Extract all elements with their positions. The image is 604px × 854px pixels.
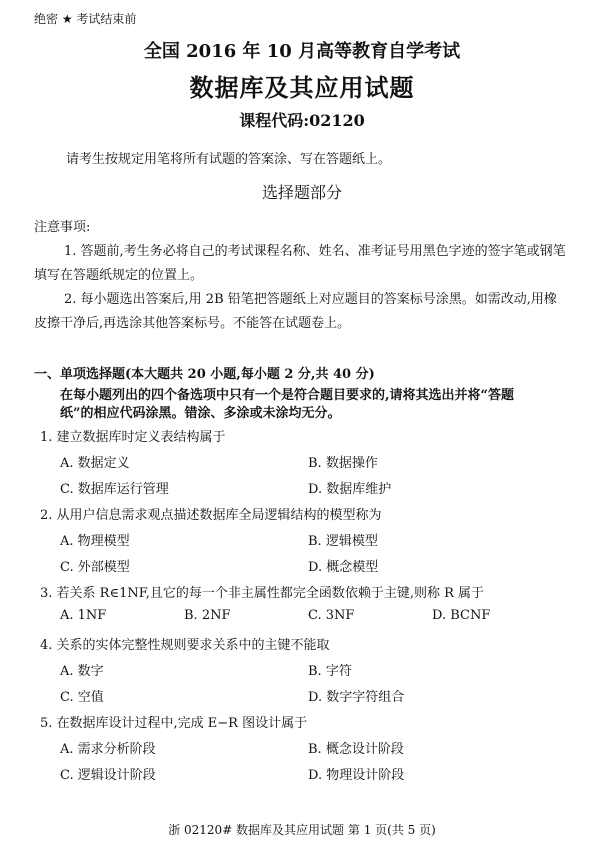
- exam-title: 全国 2016 年 10 月高等教育自学考试: [143, 41, 461, 62]
- question-5-option-c: C. 逻辑设计阶段: [60, 768, 156, 783]
- question-2-option-c: C. 外部模型: [60, 560, 130, 575]
- question-5-stem: 5. 在数据库设计过程中,完成 E−R 图设计属于: [40, 716, 308, 731]
- question-3-option-a: A. 1NF: [60, 608, 107, 623]
- question-5-option-b: B. 概念设计阶段: [308, 742, 404, 757]
- part1-heading: 一、单项选择题(本大题共 20 小题,每小题 2 分,共 40 分): [34, 367, 375, 382]
- question-3-option-d: D. BCNF: [432, 608, 491, 623]
- question-2-option-d: D. 概念模型: [308, 560, 379, 575]
- confidential-label: 绝密 ★ 考试结束前: [34, 12, 137, 26]
- question-3-option-b: B. 2NF: [184, 608, 231, 623]
- note-1-line-2: 填写在答题纸规定的位置上。: [34, 268, 204, 283]
- question-3-stem: 3. 若关系 R∈1NF,且它的每一个非主属性都完全函数依赖于主键,则称 R 属于: [40, 586, 485, 601]
- question-3-option-c: C. 3NF: [308, 608, 355, 623]
- question-1-option-c: C. 数据库运行管理: [60, 482, 169, 497]
- question-4-option-a: A. 数字: [60, 664, 104, 679]
- note-2-line-1: 2. 每小题选出答案后,用 2B 铅笔把答题纸上对应题目的答案标号涂黑。如需改动,用橡: [64, 292, 557, 307]
- part1-desc-line-2: 纸”的相应代码涂黑。错涂、多涂或未涂均无分。: [60, 406, 341, 421]
- note-2-line-2: 皮擦干净后,再选涂其他答案标号。不能答在试题卷上。: [34, 316, 351, 331]
- question-1-option-b: B. 数据操作: [308, 456, 378, 471]
- course-code: 课程代码:02120: [239, 111, 365, 130]
- note-1-line-1: 1. 答题前,考生务必将自己的考试课程名称、姓名、准考证号用黑色字迹的签字笔或钢笔: [64, 244, 566, 259]
- question-5-option-a: A. 需求分析阶段: [60, 742, 156, 757]
- question-4-option-b: B. 字符: [308, 664, 352, 679]
- question-2-option-a: A. 物理模型: [60, 534, 130, 549]
- question-4-stem: 4. 关系的实体完整性规则要求关系中的主键不能取: [40, 638, 330, 653]
- question-4-option-c: C. 空值: [60, 690, 104, 705]
- notes-heading: 注意事项:: [34, 220, 91, 235]
- question-2-stem: 2. 从用户信息需求观点描述数据库全局逻辑结构的模型称为: [40, 508, 382, 523]
- paper-title: 数据库及其应用试题: [189, 73, 415, 102]
- page-footer: 浙 02120# 数据库及其应用试题 第 1 页(共 5 页): [168, 823, 436, 837]
- section-title: 选择题部分: [261, 183, 342, 202]
- answer-instruction: 请考生按规定用笔将所有试题的答案涂、写在答题纸上。: [66, 152, 392, 167]
- question-4-option-d: D. 数字字符组合: [308, 690, 405, 705]
- part1-desc-line-1: 在每小题列出的四个备选项中只有一个是符合题目要求的,请将其选出并将“答题: [60, 388, 515, 403]
- question-1-option-a: A. 数据定义: [60, 456, 130, 471]
- question-1-option-d: D. 数据库维护: [308, 482, 392, 497]
- question-2-option-b: B. 逻辑模型: [308, 534, 378, 549]
- question-5-option-d: D. 物理设计阶段: [308, 768, 405, 783]
- question-1-stem: 1. 建立数据库时定义表结构属于: [40, 430, 226, 445]
